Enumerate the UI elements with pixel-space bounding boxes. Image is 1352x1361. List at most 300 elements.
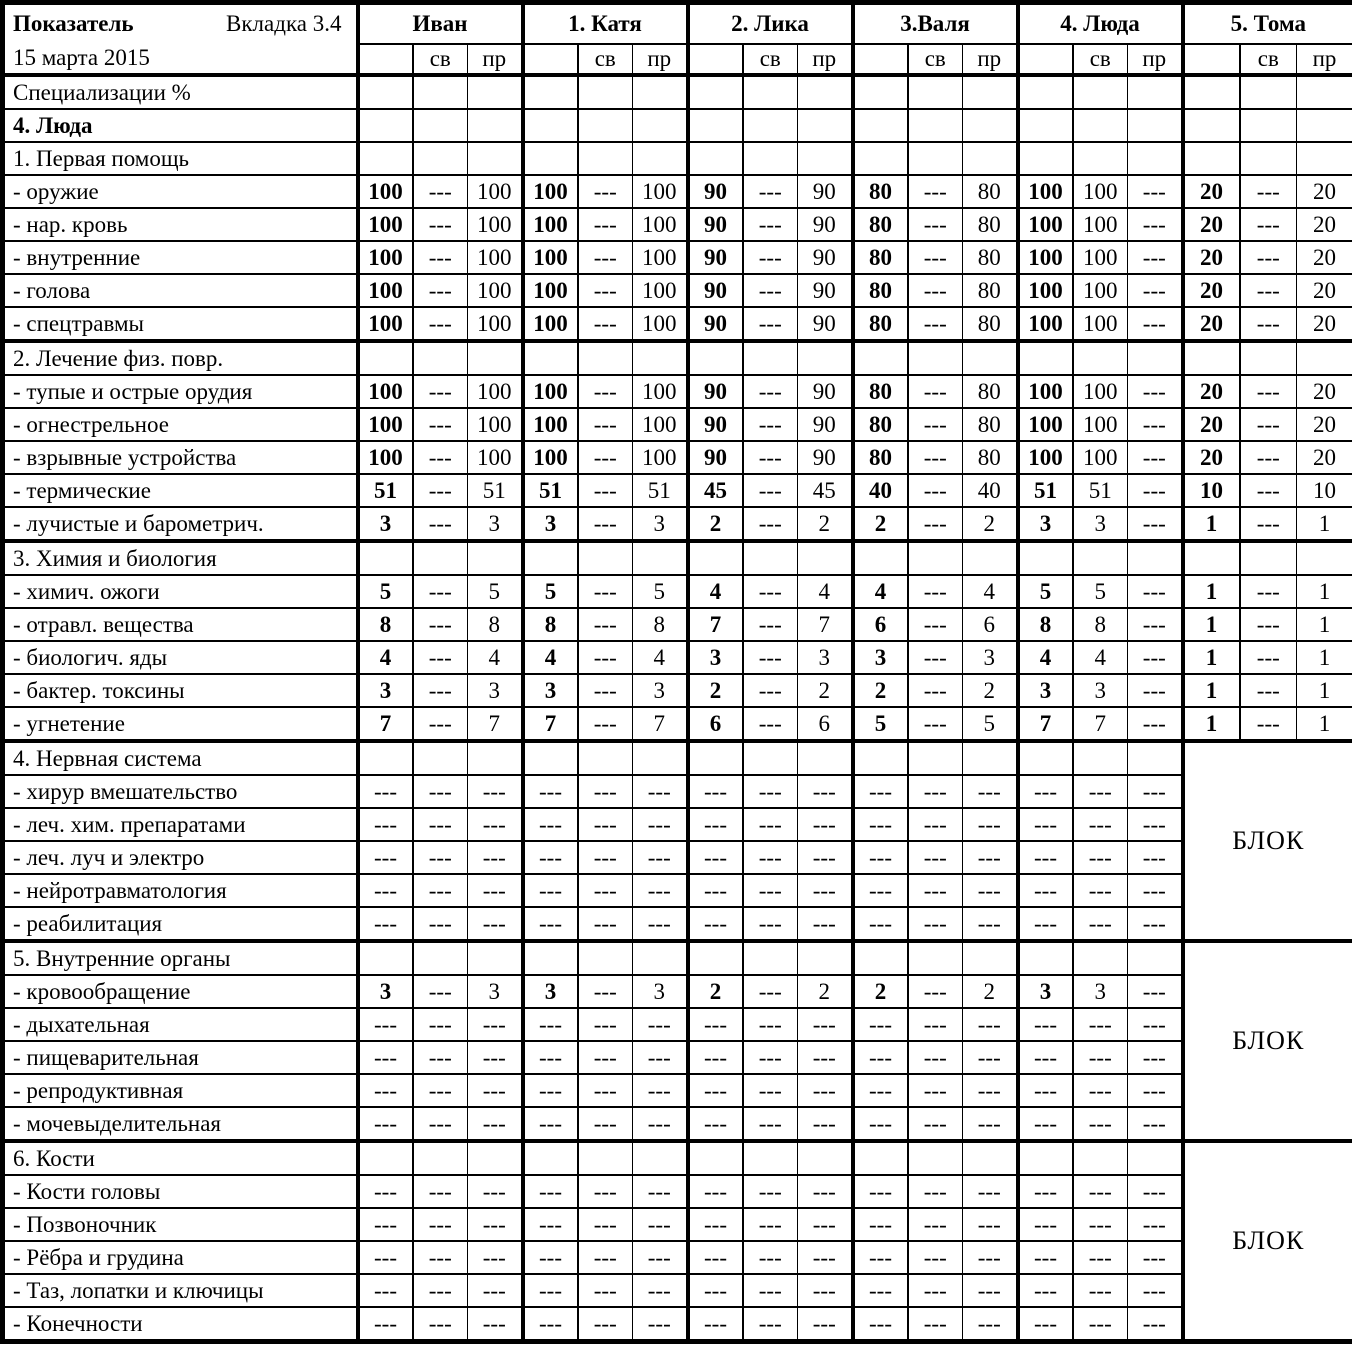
- value-cell: 80: [963, 241, 1018, 274]
- value-cell: ---: [908, 274, 963, 307]
- value-cell: 100: [1073, 441, 1128, 474]
- value-cell: [578, 142, 633, 175]
- value-cell: [1018, 142, 1073, 175]
- block-cell: БЛОК: [1183, 741, 1352, 941]
- value-cell: [1128, 142, 1183, 175]
- table-row: [3, 808, 1352, 841]
- value-cell: [853, 1141, 908, 1175]
- value-cell: [1128, 341, 1183, 375]
- value-cell: ---: [853, 1208, 908, 1241]
- value-cell: 90: [688, 408, 743, 441]
- value-cell: [963, 142, 1018, 175]
- table-row: [3, 142, 1352, 175]
- value-cell: 2: [853, 975, 908, 1008]
- value-cell: ---: [688, 775, 743, 808]
- value-cell: 90: [688, 441, 743, 474]
- value-cell: ---: [743, 1041, 798, 1074]
- value-cell: ---: [688, 808, 743, 841]
- value-cell: [1183, 341, 1240, 375]
- value-cell: ---: [743, 841, 798, 874]
- value-cell: 7: [798, 608, 853, 641]
- value-cell: ---: [578, 1208, 633, 1241]
- value-cell: [963, 341, 1018, 375]
- value-cell: ---: [1128, 641, 1183, 674]
- value-cell: 7: [468, 707, 523, 741]
- value-cell: [853, 75, 908, 109]
- value-cell: ---: [743, 1107, 798, 1141]
- value-cell: ---: [1018, 775, 1073, 808]
- value-cell: [468, 541, 523, 575]
- value-cell: [798, 142, 853, 175]
- value-cell: ---: [1128, 1008, 1183, 1041]
- value-cell: ---: [743, 907, 798, 941]
- value-cell: 100: [1073, 175, 1128, 208]
- row-label: - бактер. токсины: [3, 674, 358, 707]
- value-cell: ---: [853, 1307, 908, 1342]
- value-cell: 100: [358, 274, 413, 307]
- value-cell: 100: [358, 375, 413, 408]
- table-row: [3, 674, 1352, 707]
- value-cell: ---: [523, 841, 578, 874]
- value-cell: ---: [633, 907, 688, 941]
- value-cell: ---: [413, 975, 468, 1008]
- value-cell: ---: [743, 1175, 798, 1208]
- value-cell: ---: [413, 808, 468, 841]
- value-cell: ---: [413, 208, 468, 241]
- value-cell: ---: [1128, 1274, 1183, 1307]
- value-cell: [908, 741, 963, 775]
- value-cell: ---: [1240, 274, 1297, 307]
- value-cell: 100: [468, 241, 523, 274]
- value-cell: ---: [1128, 175, 1183, 208]
- table-row: [3, 307, 1352, 341]
- person-header: 2. Лика: [688, 3, 853, 45]
- value-cell: ---: [688, 1041, 743, 1074]
- value-cell: 80: [963, 175, 1018, 208]
- value-cell: [633, 541, 688, 575]
- value-cell: [743, 541, 798, 575]
- value-cell: [688, 75, 743, 109]
- value-cell: ---: [468, 1041, 523, 1074]
- value-cell: ---: [358, 1208, 413, 1241]
- value-cell: 2: [798, 674, 853, 707]
- value-cell: 1: [1183, 641, 1240, 674]
- value-cell: [468, 109, 523, 142]
- value-cell: 3: [358, 674, 413, 707]
- value-cell: ---: [743, 1208, 798, 1241]
- value-cell: 5: [853, 707, 908, 741]
- value-cell: ---: [743, 175, 798, 208]
- value-cell: 100: [468, 375, 523, 408]
- value-cell: ---: [633, 1241, 688, 1274]
- row-label: 6. Кости: [3, 1141, 358, 1175]
- value-cell: 100: [633, 375, 688, 408]
- value-cell: ---: [413, 907, 468, 941]
- value-cell: ---: [1240, 241, 1297, 274]
- value-cell: ---: [578, 1008, 633, 1041]
- subcol-header-empty: [358, 44, 413, 75]
- value-cell: 80: [853, 274, 908, 307]
- table-row: [3, 341, 1352, 375]
- value-cell: [798, 741, 853, 775]
- row-label: - кровообращение: [3, 975, 358, 1008]
- value-cell: [743, 341, 798, 375]
- value-cell: [633, 941, 688, 975]
- row-label: - внутренние: [3, 241, 358, 274]
- person-header: 4. Люда: [1018, 3, 1183, 45]
- value-cell: 3: [1018, 507, 1073, 541]
- row-label: - оружие: [3, 175, 358, 208]
- value-cell: ---: [1018, 1241, 1073, 1274]
- value-cell: ---: [1073, 874, 1128, 907]
- value-cell: ---: [963, 775, 1018, 808]
- value-cell: 100: [523, 375, 578, 408]
- value-cell: 80: [853, 241, 908, 274]
- subcol-header-empty: [1018, 44, 1073, 75]
- row-label: - тупые и острые орудия: [3, 375, 358, 408]
- value-cell: ---: [1073, 1074, 1128, 1107]
- row-label: - хирур вмешательство: [3, 775, 358, 808]
- value-cell: 100: [1018, 274, 1073, 307]
- value-cell: 7: [1073, 707, 1128, 741]
- value-cell: ---: [908, 208, 963, 241]
- table-row: [3, 241, 1352, 274]
- value-cell: [468, 1141, 523, 1175]
- value-cell: 7: [523, 707, 578, 741]
- value-cell: ---: [358, 1175, 413, 1208]
- value-cell: 100: [358, 175, 413, 208]
- value-cell: ---: [468, 1274, 523, 1307]
- value-cell: ---: [1128, 874, 1183, 907]
- value-cell: 100: [1018, 375, 1073, 408]
- value-cell: [1240, 109, 1297, 142]
- value-cell: 7: [688, 608, 743, 641]
- value-cell: ---: [743, 474, 798, 507]
- value-cell: ---: [688, 1107, 743, 1141]
- value-cell: 80: [853, 408, 908, 441]
- value-cell: ---: [798, 841, 853, 874]
- value-cell: ---: [963, 1107, 1018, 1141]
- value-cell: ---: [1073, 1107, 1128, 1141]
- value-cell: ---: [633, 808, 688, 841]
- value-cell: 7: [358, 707, 413, 741]
- value-cell: ---: [908, 841, 963, 874]
- value-cell: [468, 341, 523, 375]
- value-cell: 90: [798, 441, 853, 474]
- value-cell: [523, 341, 578, 375]
- value-cell: [743, 142, 798, 175]
- table-row: [3, 1241, 1352, 1274]
- value-cell: ---: [1073, 1208, 1128, 1241]
- value-cell: ---: [908, 1107, 963, 1141]
- value-cell: [1297, 541, 1352, 575]
- value-cell: ---: [908, 507, 963, 541]
- value-cell: 90: [688, 307, 743, 341]
- value-cell: ---: [798, 1008, 853, 1041]
- value-cell: 3: [633, 975, 688, 1008]
- subcol-header: св: [908, 44, 963, 75]
- value-cell: ---: [853, 1274, 908, 1307]
- value-cell: [413, 541, 468, 575]
- value-cell: ---: [853, 1241, 908, 1274]
- table-row: [3, 575, 1352, 608]
- value-cell: 100: [1018, 307, 1073, 341]
- value-cell: ---: [963, 808, 1018, 841]
- value-cell: ---: [1240, 175, 1297, 208]
- value-cell: [1073, 341, 1128, 375]
- value-cell: 100: [1018, 208, 1073, 241]
- value-cell: 100: [1073, 274, 1128, 307]
- value-cell: ---: [523, 1307, 578, 1342]
- value-cell: ---: [743, 408, 798, 441]
- value-cell: [743, 75, 798, 109]
- value-cell: 80: [853, 175, 908, 208]
- value-cell: 20: [1297, 441, 1352, 474]
- value-cell: [963, 1141, 1018, 1175]
- value-cell: 4: [963, 575, 1018, 608]
- value-cell: ---: [853, 907, 908, 941]
- value-cell: ---: [413, 1274, 468, 1307]
- value-cell: ---: [688, 907, 743, 941]
- value-cell: 80: [853, 375, 908, 408]
- value-cell: ---: [468, 874, 523, 907]
- value-cell: ---: [688, 1175, 743, 1208]
- value-cell: ---: [468, 1307, 523, 1342]
- value-cell: ---: [908, 907, 963, 941]
- value-cell: ---: [633, 1208, 688, 1241]
- row-label: - отравл. вещества: [3, 608, 358, 641]
- value-cell: 100: [358, 408, 413, 441]
- value-cell: [578, 741, 633, 775]
- value-cell: 20: [1297, 274, 1352, 307]
- value-cell: ---: [1240, 674, 1297, 707]
- value-cell: 10: [1183, 474, 1240, 507]
- subcol-header: пр: [963, 44, 1018, 75]
- value-cell: ---: [523, 1107, 578, 1141]
- value-cell: 20: [1297, 307, 1352, 341]
- value-cell: [688, 341, 743, 375]
- value-cell: ---: [1128, 808, 1183, 841]
- value-cell: ---: [1128, 707, 1183, 741]
- value-cell: 2: [798, 507, 853, 541]
- value-cell: 3: [1018, 674, 1073, 707]
- value-cell: [523, 109, 578, 142]
- value-cell: 100: [523, 307, 578, 341]
- value-cell: [853, 741, 908, 775]
- value-cell: 5: [358, 575, 413, 608]
- value-cell: ---: [1018, 1274, 1073, 1307]
- value-cell: 51: [468, 474, 523, 507]
- value-cell: ---: [743, 1307, 798, 1342]
- value-cell: ---: [578, 274, 633, 307]
- value-cell: ---: [523, 1274, 578, 1307]
- value-cell: ---: [578, 375, 633, 408]
- value-cell: [633, 341, 688, 375]
- value-cell: ---: [743, 674, 798, 707]
- value-cell: 90: [798, 241, 853, 274]
- value-cell: ---: [413, 1307, 468, 1342]
- value-cell: ---: [798, 1074, 853, 1107]
- value-cell: ---: [633, 1307, 688, 1342]
- value-cell: ---: [743, 1074, 798, 1107]
- value-cell: ---: [908, 441, 963, 474]
- value-cell: ---: [468, 1175, 523, 1208]
- value-cell: [743, 109, 798, 142]
- value-cell: ---: [1240, 608, 1297, 641]
- value-cell: ---: [963, 907, 1018, 941]
- subcol-header: св: [578, 44, 633, 75]
- value-cell: [358, 109, 413, 142]
- value-cell: 100: [1073, 208, 1128, 241]
- value-cell: ---: [578, 1241, 633, 1274]
- value-cell: [908, 341, 963, 375]
- value-cell: [853, 109, 908, 142]
- value-cell: ---: [578, 208, 633, 241]
- value-cell: 100: [468, 408, 523, 441]
- value-cell: [688, 109, 743, 142]
- value-cell: ---: [908, 975, 963, 1008]
- value-cell: ---: [1128, 1175, 1183, 1208]
- value-cell: 100: [633, 241, 688, 274]
- value-cell: 2: [688, 674, 743, 707]
- value-cell: [743, 941, 798, 975]
- subcol-header: св: [743, 44, 798, 75]
- value-cell: 90: [688, 175, 743, 208]
- table-row: [3, 474, 1352, 507]
- value-cell: 90: [798, 375, 853, 408]
- value-cell: [468, 75, 523, 109]
- value-cell: ---: [908, 1274, 963, 1307]
- value-cell: ---: [1128, 507, 1183, 541]
- value-cell: ---: [688, 1208, 743, 1241]
- row-label: 4. Люда: [3, 109, 358, 142]
- value-cell: ---: [1240, 507, 1297, 541]
- value-cell: 3: [688, 641, 743, 674]
- value-cell: ---: [358, 808, 413, 841]
- value-cell: ---: [578, 307, 633, 341]
- value-cell: ---: [413, 707, 468, 741]
- table-row: [3, 274, 1352, 307]
- value-cell: ---: [743, 608, 798, 641]
- value-cell: 80: [963, 441, 1018, 474]
- value-cell: 7: [1018, 707, 1073, 741]
- value-cell: ---: [743, 808, 798, 841]
- value-cell: ---: [798, 775, 853, 808]
- table-row: [3, 841, 1352, 874]
- value-cell: ---: [633, 1175, 688, 1208]
- value-cell: ---: [1128, 1241, 1183, 1274]
- subcol-header: св: [413, 44, 468, 75]
- value-cell: ---: [358, 1307, 413, 1342]
- row-label: - дыхательная: [3, 1008, 358, 1041]
- value-cell: ---: [963, 1208, 1018, 1241]
- value-cell: 1: [1183, 507, 1240, 541]
- value-cell: ---: [413, 241, 468, 274]
- value-cell: 1: [1183, 608, 1240, 641]
- value-cell: ---: [1073, 1274, 1128, 1307]
- value-cell: [578, 541, 633, 575]
- value-cell: ---: [523, 1241, 578, 1274]
- value-cell: ---: [523, 1074, 578, 1107]
- value-cell: ---: [468, 808, 523, 841]
- value-cell: ---: [1128, 408, 1183, 441]
- value-cell: 20: [1183, 307, 1240, 341]
- value-cell: 2: [963, 507, 1018, 541]
- row-label: - угнетение: [3, 707, 358, 741]
- value-cell: 3: [523, 507, 578, 541]
- value-cell: 80: [963, 274, 1018, 307]
- value-cell: 100: [358, 441, 413, 474]
- value-cell: [908, 941, 963, 975]
- value-cell: ---: [908, 1241, 963, 1274]
- value-cell: ---: [413, 1208, 468, 1241]
- value-cell: ---: [1128, 975, 1183, 1008]
- value-cell: 51: [633, 474, 688, 507]
- value-cell: 51: [1073, 474, 1128, 507]
- value-cell: [358, 941, 413, 975]
- value-cell: ---: [523, 1175, 578, 1208]
- value-cell: [578, 341, 633, 375]
- value-cell: [798, 541, 853, 575]
- value-cell: [1018, 75, 1073, 109]
- value-cell: ---: [578, 241, 633, 274]
- value-cell: ---: [1018, 874, 1073, 907]
- value-cell: ---: [413, 1107, 468, 1141]
- value-cell: ---: [413, 1074, 468, 1107]
- value-cell: 1: [1297, 507, 1352, 541]
- row-label: - лучистые и барометрич.: [3, 507, 358, 541]
- value-cell: ---: [578, 1107, 633, 1141]
- value-cell: ---: [1018, 1041, 1073, 1074]
- value-cell: ---: [1018, 1107, 1073, 1141]
- person-header: 5. Тома: [1183, 3, 1352, 45]
- value-cell: 100: [523, 274, 578, 307]
- value-cell: [853, 941, 908, 975]
- value-cell: ---: [688, 1008, 743, 1041]
- value-cell: 5: [468, 575, 523, 608]
- value-cell: ---: [853, 775, 908, 808]
- row-label: 5. Внутренние органы: [3, 941, 358, 975]
- value-cell: 5: [633, 575, 688, 608]
- value-cell: 3: [1073, 507, 1128, 541]
- value-cell: 1: [1183, 674, 1240, 707]
- value-cell: 90: [798, 208, 853, 241]
- value-cell: ---: [523, 1208, 578, 1241]
- value-cell: ---: [688, 1241, 743, 1274]
- value-cell: ---: [578, 441, 633, 474]
- value-cell: ---: [908, 474, 963, 507]
- value-cell: 100: [1073, 307, 1128, 341]
- value-cell: 3: [523, 975, 578, 1008]
- value-cell: [358, 341, 413, 375]
- row-label: 1. Первая помощь: [3, 142, 358, 175]
- value-cell: ---: [633, 1074, 688, 1107]
- row-label: - Рёбра и грудина: [3, 1241, 358, 1274]
- value-cell: 100: [1018, 441, 1073, 474]
- row-label: - мочевыделительная: [3, 1107, 358, 1141]
- value-cell: ---: [413, 441, 468, 474]
- value-cell: ---: [908, 808, 963, 841]
- value-cell: 100: [633, 307, 688, 341]
- row-label: 4. Нервная система: [3, 741, 358, 775]
- value-cell: ---: [413, 274, 468, 307]
- value-cell: ---: [578, 608, 633, 641]
- value-cell: [798, 109, 853, 142]
- value-cell: 5: [1073, 575, 1128, 608]
- value-cell: 100: [358, 208, 413, 241]
- value-cell: 80: [853, 208, 908, 241]
- value-cell: [1128, 741, 1183, 775]
